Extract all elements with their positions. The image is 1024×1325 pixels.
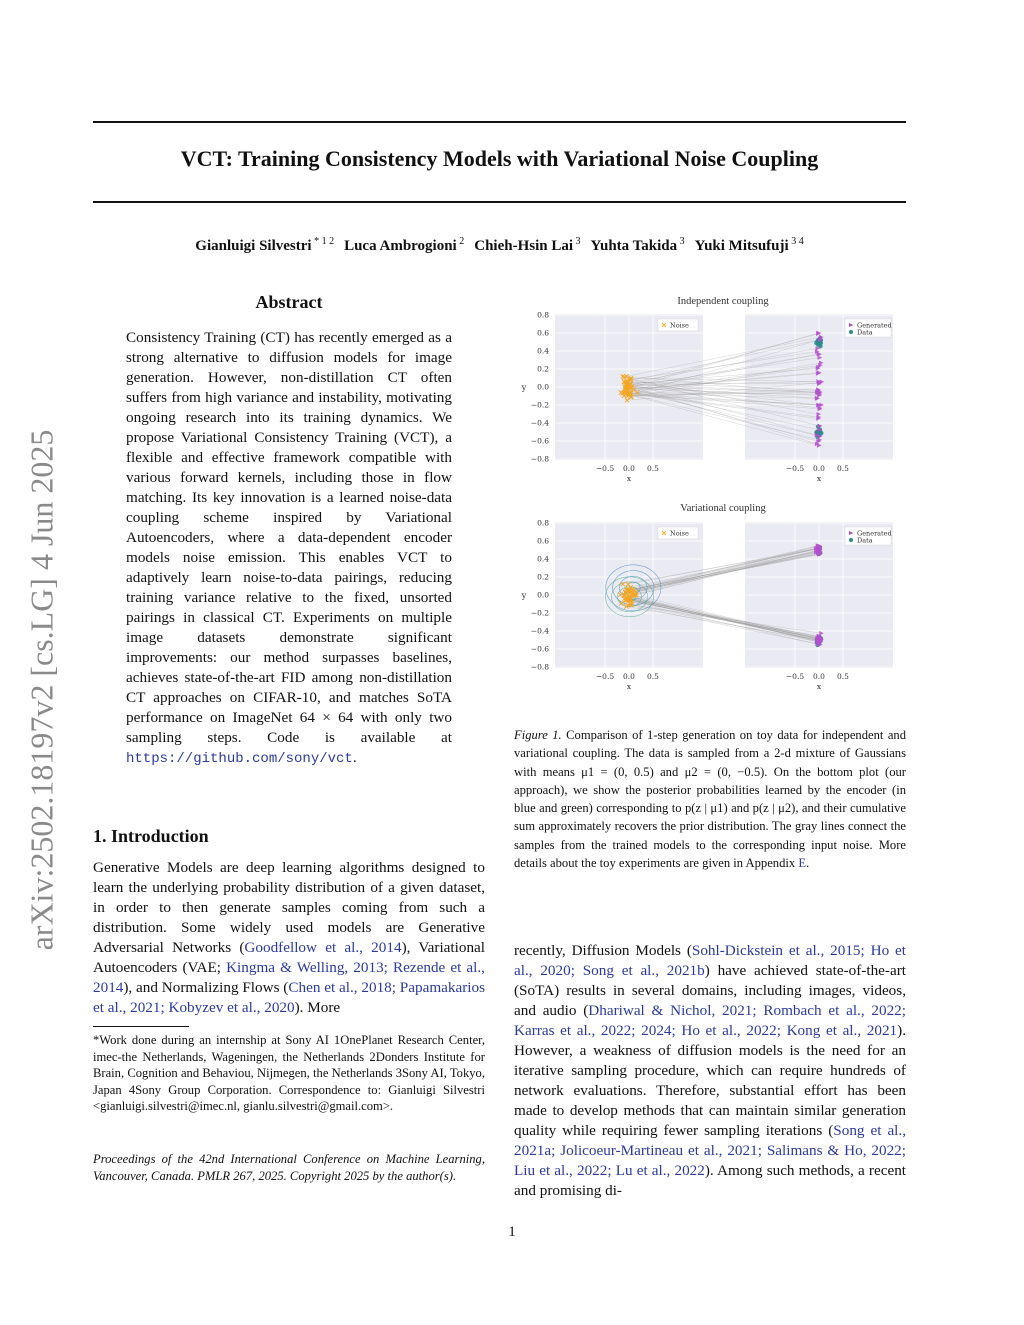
x-axis-label: x bbox=[626, 682, 632, 691]
y-tick-label: −0.6 bbox=[530, 436, 549, 446]
code-link[interactable]: https://github.com/sony/vct bbox=[126, 751, 353, 767]
x-axis-label: x bbox=[816, 682, 822, 691]
y-tick-label: −0.6 bbox=[530, 644, 549, 654]
author-name bbox=[195, 238, 334, 254]
y-tick-label: 0.4 bbox=[537, 554, 549, 564]
author-list bbox=[93, 236, 906, 255]
y-tick-label: −0.4 bbox=[530, 418, 549, 428]
y-axis-label: y bbox=[521, 383, 527, 392]
y-tick-label: 0.2 bbox=[537, 572, 549, 582]
intro-text-4: ). More bbox=[294, 999, 341, 1016]
x-tick-label: 0.5 bbox=[647, 672, 659, 681]
citation-link[interactable]: Goodfellow et al., 2014 bbox=[244, 939, 402, 956]
author-name-text: Chieh-Hsin Lai bbox=[474, 238, 574, 254]
author-name-text: Yuki Mitsufuji bbox=[694, 238, 789, 254]
right-text-3: ). However, a weakness of diffusion models is the need for an iterative sampling procedure, which can require hundreds of network evaluations. Therefore, substantial effort has been made to develop methods that can maintain similar generation quality while requiring fewer sampling iterations ( bbox=[514, 1022, 906, 1139]
x-tick-label: 0.5 bbox=[837, 672, 849, 681]
x-tick-label: 0.0 bbox=[813, 672, 825, 681]
legend-noise-label: Noise bbox=[670, 529, 689, 538]
footnote-rule bbox=[93, 1026, 189, 1027]
title-rule-top bbox=[93, 121, 906, 123]
abstract-end: . bbox=[352, 749, 357, 766]
caption-label: Figure 1. bbox=[514, 728, 562, 742]
intro-text-1: Generative Models are deep learning algorithms designed to learn the underlying probability distribution of a given dataset, in order to then generate samples coming from such a distribution. Some widely used models are Generative Adversarial Networks ( bbox=[93, 859, 485, 956]
author-name-text: Luca Ambrogioni bbox=[344, 238, 457, 254]
x-tick-label: −0.5 bbox=[785, 464, 805, 473]
author-affiliation: 3 bbox=[677, 236, 685, 247]
citation-link[interactable]: Kingma & Welling, 2013; Rezende et al., 2014 bbox=[93, 959, 485, 996]
y-tick-label: −0.4 bbox=[530, 626, 549, 636]
x-tick-label: 0.5 bbox=[837, 464, 849, 473]
legend-noise-label: Noise bbox=[670, 321, 689, 330]
y-tick-label: −0.8 bbox=[530, 662, 549, 672]
proceedings-text: Proceedings of the 42nd International Conference on Machine Learning, Vancouver, Canada. PMLR 267, 2025. Copyright 2025 by the author(s). bbox=[93, 1152, 485, 1183]
y-axis-label: y bbox=[521, 591, 527, 600]
legend-data-marker bbox=[849, 330, 853, 334]
x-tick-label: 0.5 bbox=[647, 464, 659, 473]
arxiv-side-label: arXiv:2502.18197v2 [cs.LG] 4 Jun 2025 bbox=[23, 429, 60, 951]
appendix-link[interactable]: E bbox=[798, 856, 807, 871]
citation-link[interactable]: Chen et al., 2018; Papamakarios et al., 2021; Kobyzev et al., 2020 bbox=[93, 979, 485, 1016]
abstract-text bbox=[126, 328, 452, 769]
title-rule-bottom bbox=[93, 201, 906, 203]
abstract-heading: Abstract bbox=[255, 292, 323, 312]
y-tick-label: 0.4 bbox=[537, 346, 549, 356]
x-tick-label: −0.5 bbox=[595, 464, 615, 473]
legend-data-marker bbox=[849, 538, 853, 542]
y-tick-label: 0.6 bbox=[537, 328, 549, 338]
right-column-paragraph bbox=[514, 941, 906, 1201]
y-tick-label: 0.0 bbox=[537, 382, 549, 392]
y-tick-label: −0.2 bbox=[530, 608, 549, 618]
intro-paragraph bbox=[93, 858, 485, 1018]
citation-link[interactable]: Sohl-Dickstein et al., 2015; Ho et al., 2020; Song et al., 2021b bbox=[514, 942, 906, 979]
author-name bbox=[474, 238, 580, 254]
proceedings-note bbox=[93, 1151, 485, 1184]
y-tick-label: 0.0 bbox=[537, 590, 549, 600]
figure-toy-coupling bbox=[510, 308, 910, 708]
x-tick-label: 0.0 bbox=[623, 672, 635, 681]
intro-text-2: ), Variational Autoencoders (VAE; bbox=[93, 939, 486, 976]
author-name bbox=[695, 238, 804, 254]
author-name bbox=[591, 238, 685, 254]
citation-link[interactable]: Dhariwal & Nichol, 2021; Rombach et al., 2022; Karras et al., 2022; 2024; Ho et al., 2022; Kong et al., 2021 bbox=[514, 1002, 906, 1039]
y-tick-label: 0.8 bbox=[537, 518, 549, 528]
caption-text: Comparison of 1-step generation on toy data for independent and variational coupling. The data is sampled from a 2-d mixture of Gaussians with means μ1 = (0, 0.5) and μ2 = (0, −0.5). On the bottom plot (our approach), we show the posterior probabilities learned by the encoder (in blue and green) corresponding to p(z | μ1) and p(z | μ2), and their cumulative sum approximately recovers the prior distribution. The gray lines connect the samples from the trained models to the corresponding input noise. More details about the toy experiments are given in Appendix bbox=[514, 728, 907, 871]
author-name-text: Yuhta Takida bbox=[590, 238, 678, 254]
right-text-2: ) have achieved state-of-the-art (SoTA) results in several domains, including images, videos, and audio ( bbox=[514, 962, 906, 1019]
x-tick-label: −0.5 bbox=[785, 672, 805, 681]
footnote: *Work done during an internship at Sony AI 1OnePlanet Research Center, imec-the Netherlands, Wageningen, the Netherlands 2Donders Institute for Brain, Cognition and Behaviou, Nijmegen, the Netherlands 3Sony AI, Tokyo, Japan 4Sony Group Corporation. Correspondence to: Gianluigi Silvestri <gianluigi.silvestri@imec.nl, gianlu.silvestri@gmail.com>. bbox=[93, 1033, 485, 1113]
y-tick-label: −0.2 bbox=[530, 400, 549, 410]
author-affiliation: 3 4 bbox=[788, 236, 804, 247]
section-heading-introduction: 1. Introduction bbox=[93, 826, 209, 846]
author-affiliation: 3 bbox=[573, 236, 581, 247]
x-axis-label: x bbox=[816, 474, 822, 483]
author-affiliation: 2 bbox=[456, 236, 465, 247]
plot-title-variational: Variational coupling bbox=[680, 503, 766, 514]
right-text-1: recently, Diffusion Models ( bbox=[514, 942, 692, 959]
plot-title-independent: Independent coupling bbox=[677, 296, 769, 307]
x-tick-label: 0.0 bbox=[813, 464, 825, 473]
legend-generated-label: Generated bbox=[857, 321, 892, 330]
y-tick-label: 0.2 bbox=[537, 364, 549, 374]
figure-caption bbox=[514, 726, 906, 872]
intro-text-3: ), and Normalizing Flows ( bbox=[123, 979, 289, 996]
x-tick-label: 0.0 bbox=[623, 464, 635, 473]
paper-title: VCT: Training Consistency Models with Variational Noise Coupling bbox=[180, 146, 819, 171]
x-axis-label: x bbox=[626, 474, 632, 483]
citation-link[interactable]: Song et al., 2021a; Jolicoeur-Martineau et al., 2021; Salimans & Ho, 2022; Liu et al., 2022; Lu et al., 2022 bbox=[514, 1122, 906, 1179]
y-tick-label: 0.6 bbox=[537, 536, 549, 546]
y-tick-label: 0.8 bbox=[537, 310, 549, 320]
abstract-body: Consistency Training (CT) has recently emerged as a strong alternative to diffusion models for image generation. However, non-distillation CT often suffers from high variance and instability, motivating ongoing research into its training dynamics. We propose Variational Consistency Training (VCT), a flexible and effective framework compatible with various forward kernels, including those in flow matching. Its key innovation is a learned noise-data coupling scheme inspired by Variational Autoencoders, where a data-dependent encoder models noise emission. This enables VCT to adaptively learn noise-to-data pairings, reducing training variance relative to the fixed, unsorted pairings in classical CT. Experiments on multiple image datasets demonstrate significant improvements: our method surpasses baselines, achieves state-of-the-art FID among non-distillation CT approaches on CIFAR-10, and matches SoTA performance on ImageNet 64 × 64 with only two sampling steps. Code is available at bbox=[126, 329, 452, 746]
legend-data-label: Data bbox=[857, 328, 873, 337]
caption-end: . bbox=[806, 856, 810, 871]
y-tick-label: −0.8 bbox=[530, 454, 549, 464]
x-tick-label: −0.5 bbox=[595, 672, 615, 681]
right-text-4: ). Among such methods, a recent and promising di- bbox=[514, 1162, 907, 1199]
legend-data-label: Data bbox=[857, 536, 873, 545]
page-number: 1 bbox=[508, 1224, 516, 1240]
author-name-text: Gianluigi Silvestri bbox=[195, 238, 312, 254]
author-affiliation: * 1 2 bbox=[311, 236, 335, 247]
legend-generated-label: Generated bbox=[857, 529, 892, 538]
author-name bbox=[344, 238, 464, 254]
